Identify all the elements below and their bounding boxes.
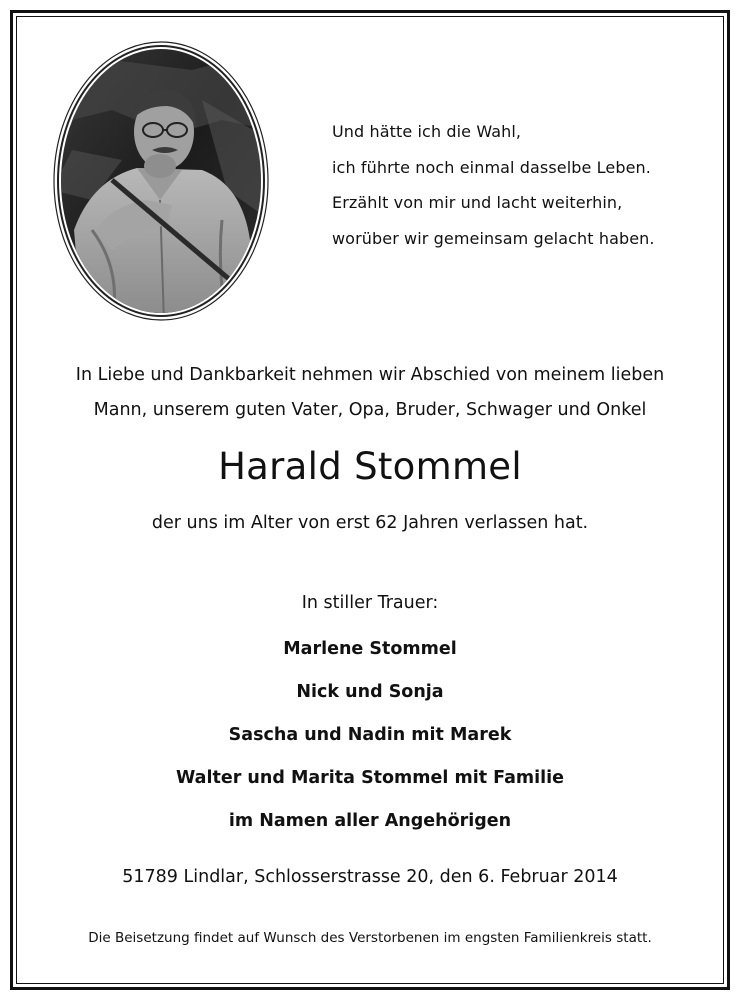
poem-line: worüber wir gemeinsam gelacht haben. <box>332 228 655 248</box>
poem-verse <box>332 114 712 256</box>
deceased-name: Harald Stommel <box>218 445 522 488</box>
mourner-name: im Namen aller Angehörigen <box>228 811 512 831</box>
age-statement: der uns im Alter von erst 62 Jahren verlassen hat. <box>151 513 589 533</box>
poem-line: Und hätte ich die Wahl, <box>332 122 522 141</box>
mourner-name: Sascha und Nadin mit Marek <box>228 725 512 745</box>
mourning-heading: In stiller Trauer: <box>301 593 439 613</box>
place-and-date: 51789 Lindlar, Schlosserstrasse 20, den 6. Februar 2014 <box>122 867 618 887</box>
mourners-list <box>0 628 740 843</box>
mourner-name: Marlene Stommel <box>283 639 457 659</box>
intro-line: Mann, unserem guten Vater, Opa, Bruder, Schwager und Onkel <box>93 400 647 420</box>
mourner-name: Nick und Sonja <box>296 682 444 702</box>
poem-line: ich führte noch einmal dasselbe Leben. <box>332 157 651 177</box>
mourner-name: Walter und Marita Stommel mit Familie <box>175 768 565 788</box>
burial-note: Die Beisetzung findet auf Wunsch des Verstorbenen im engsten Familienkreis statt. <box>88 930 652 946</box>
poem-line: Erzählt von mir und lacht weiterhin, <box>332 193 623 212</box>
farewell-intro <box>0 358 740 428</box>
intro-line: In Liebe und Dankbarkeit nehmen wir Abschied von meinem lieben <box>75 365 665 385</box>
portrait-photo <box>52 40 270 322</box>
